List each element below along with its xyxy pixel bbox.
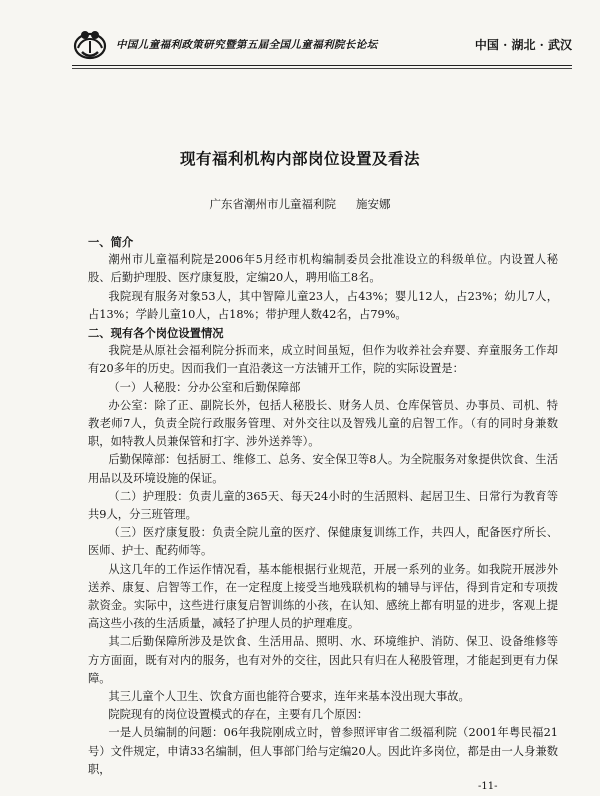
section-heading: 二、现有各个岗位设置情况	[88, 326, 224, 341]
forum-logo-icon	[72, 26, 108, 60]
author-name: 施安娜	[356, 197, 391, 211]
page-number: -11-	[478, 781, 498, 792]
paragraph: 院院现有的岗位设置模式的存在，主要有几个原因：	[108, 708, 369, 722]
paragraph: （三）医疗康复股：负责全院儿童的医疗、保健康复训练工作，共四人，配备医疗所长、医师、护士、配药师等。	[88, 526, 558, 558]
article-title: 现有福利机构内部岗位设置及看法	[179, 149, 420, 168]
article-body	[88, 233, 558, 779]
paragraph: 从这几年的工作运作情况看，基本能根据行业规范，开展一系列的业务。如我院开展涉外送养、康复、启智等工作，在一定程度上接受当地残联机构的辅导与评估，得到肯定和专项拨款资金。实际中，这些进行康复启智训练的小孩，在认知、感统上都有明显的进步，客观上提高这些小孩的生活质量，减轻了护理人员的护理难度。	[88, 562, 558, 631]
author-line	[0, 196, 600, 212]
author-affiliation: 广东省潮州市儿童福利院	[209, 197, 336, 211]
paragraph: 其三儿童个人卫生、饮食方面也能符合要求，连年来基本没出现大事故。	[108, 690, 470, 704]
paragraph: 潮州市儿童福利院是2006年5月经市机构编制委员会批准设立的科级单位。内设置人秘股、后勤护理股、医疗康复股，定编20人，聘用临工8名。	[88, 253, 558, 285]
header-rule	[72, 65, 572, 66]
paragraph: 我院是从原社会福利院分拆而来，成立时间虽短，但作为收养社会弃婴、弃童服务工作却有20多年的历史。因而我们一直沿袭这一方法铺开工作，院的实际设置是：	[88, 344, 558, 376]
paragraph: 后勤保障部：包括厨工、维修工、总务、安全保卫等8人。为全院服务对象提供饮食、生活用品以及环境设施的保证。	[88, 453, 558, 485]
paragraph: 办公室：除了正、副院长外，包括人秘股长、财务人员、仓库保管员、办事员、司机、特教老师7人，负责全院行政服务管理、对外交往以及智残儿童的启智工作。（有的同时身兼数职，如特教人员兼保管和打字、涉外送养等）。	[88, 398, 558, 449]
header-series-title: 中国儿童福利政策研究暨第五届全国儿童福利院长论坛	[116, 39, 378, 51]
header-rule-thin	[72, 68, 572, 69]
header-location: 中国 · 湖北 · 武汉	[474, 38, 572, 52]
paragraph: （二）护理股：负责儿童的365天、每天24小时的生活照料、起居卫生、日常行为教育等共9人，分三班管理。	[88, 489, 558, 522]
paragraph: 其二后勤保障所涉及是饮食、生活用品、照明、水、环境维护、消防、保卫、设备维修等方方面面，既有对内的服务，也有对外的交往，因此只有归在人秘股管理，才能起到更有力保障。	[88, 635, 558, 685]
subsection-heading: （一）人秘股：分办公室和后勤保障部	[108, 380, 301, 394]
paragraph: 我院现有服务对象53人，其中智障儿童23人，占43%；婴儿12人，占23%；幼儿7人，占13%；学龄儿童10人，占18%；带护理人数42名，占79%。	[88, 289, 558, 321]
section-heading: 一、简介	[88, 235, 134, 249]
running-header	[72, 24, 572, 64]
paragraph: 一是人员编制的问题：06年我院刚成立时，曾参照评审省二级福利院（2001年粤民福21号）文件规定，申请33名编制，但人事部门给与定编20人。因此许多岗位，都是由一人身兼数职，	[88, 726, 558, 776]
